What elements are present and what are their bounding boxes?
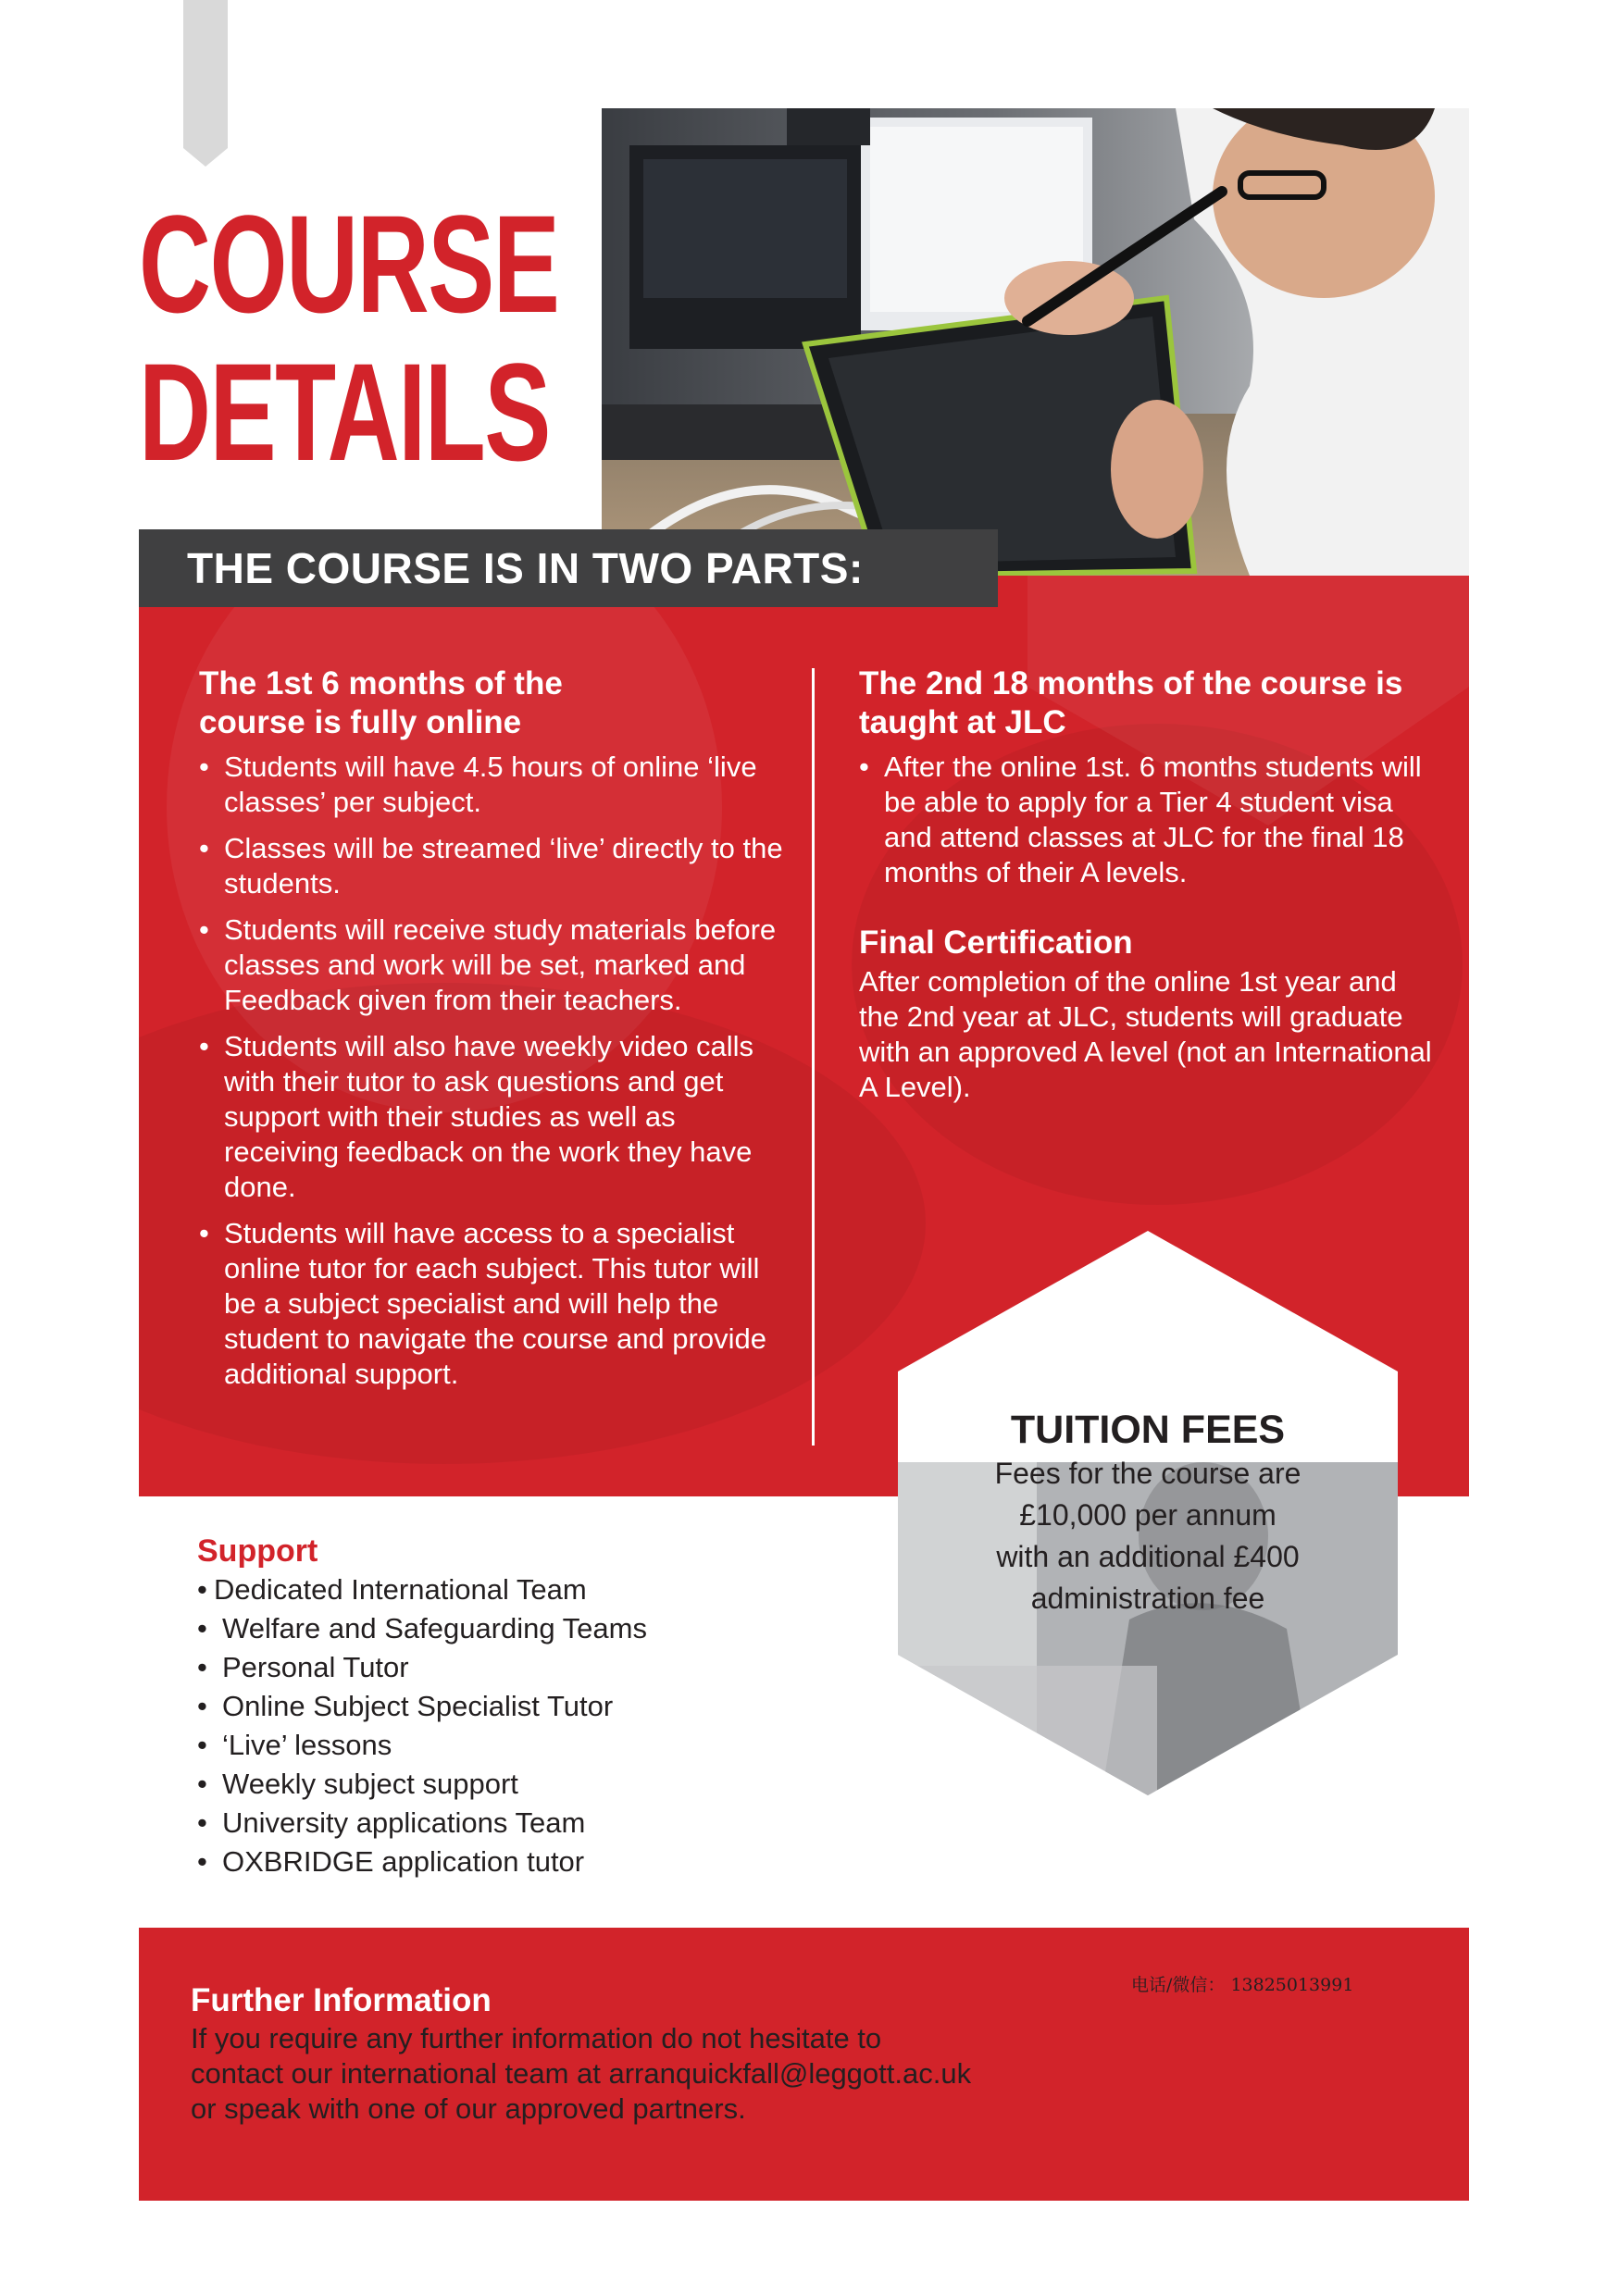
title-line-2: DETAILS (139, 334, 550, 490)
list-item: • Classes will be streamed ‘live’ directly to the students. (199, 831, 791, 901)
two-parts-banner: THE COURSE IS IN TWO PARTS: (139, 529, 998, 607)
support-heading: Support (197, 1533, 318, 1569)
support-section (197, 1532, 790, 1881)
tuition-line: £10,000 per annum (1019, 1498, 1277, 1532)
list-item: • Students will have 4.5 hours of online ‘live classes’ per subject. (199, 750, 791, 820)
tuition-heading: TUITION FEES (1010, 1408, 1286, 1452)
phone-wechat: 电话/微信： 13825013991 (1131, 1975, 1354, 1995)
list-item: • Students will have access to a specialist online tutor for each subject. This tutor will be a subject specialist and will help the student to navigate the course and provide additional support. (199, 1216, 791, 1392)
list-item: • Personal Tutor (197, 1651, 409, 1683)
online-part-list (199, 750, 791, 1392)
tuition-line: Fees for the course are (994, 1457, 1301, 1490)
list-item: • After the online 1st. 6 months students will be able to apply for a Tier 4 student visa and attend classes at JLC for the final 18 months of their A levels. (859, 750, 1442, 890)
certification-body: After completion of the online 1st year and the 2nd year at JLC, students will graduate with an approved A level (not an International A Level). (859, 965, 1432, 1103)
list-item: • University applications Team (197, 1806, 586, 1839)
list-item: • Students will receive study materials before classes and work will be set, marked and Feedback given from their teachers. (199, 912, 791, 1018)
list-item: • Welfare and Safeguarding Teams (197, 1612, 647, 1644)
support-list (197, 1570, 790, 1881)
hero-photo (602, 108, 1469, 576)
page-title (139, 186, 559, 490)
online-part-column (199, 664, 791, 1403)
further-info (191, 1980, 1116, 2127)
list-item: • ‘Live’ lessons (197, 1729, 392, 1761)
tuition-line: with an additional £400 (996, 1540, 1300, 1573)
bookmark-tab-icon (183, 0, 228, 167)
tuition-fees (935, 1407, 1361, 1620)
jlc-part-heading: The 2nd 18 months of the course is taught at JLC (859, 665, 1403, 740)
list-item: • Weekly subject support (197, 1768, 518, 1800)
column-divider (812, 668, 815, 1446)
list-item: • Online Subject Specialist Tutor (197, 1690, 614, 1722)
jlc-part-column (859, 664, 1442, 1105)
further-info-line: contact our international team at arranquickfall@leggott.ac.uk (191, 2057, 972, 2090)
further-info-line: or speak with one of our approved partners. (191, 2092, 746, 2125)
certification-heading: Final Certification (859, 925, 1133, 961)
list-item: • Dedicated International Team (197, 1573, 587, 1606)
further-info-heading: Further Information (191, 1982, 492, 2018)
further-info-line: If you require any further information do not hesitate to (191, 2022, 882, 2054)
list-item: • Students will also have weekly video calls with their tutor to ask questions and get support with their studies as well as receiving feedback on the work they have done. (199, 1029, 791, 1205)
jlc-part-list (859, 750, 1442, 890)
tuition-line: administration fee (1030, 1582, 1265, 1615)
online-part-heading: The 1st 6 months of the course is fully online (199, 665, 563, 740)
list-item: • OXBRIDGE application tutor (197, 1845, 585, 1878)
title-line-1: COURSE (139, 186, 559, 341)
